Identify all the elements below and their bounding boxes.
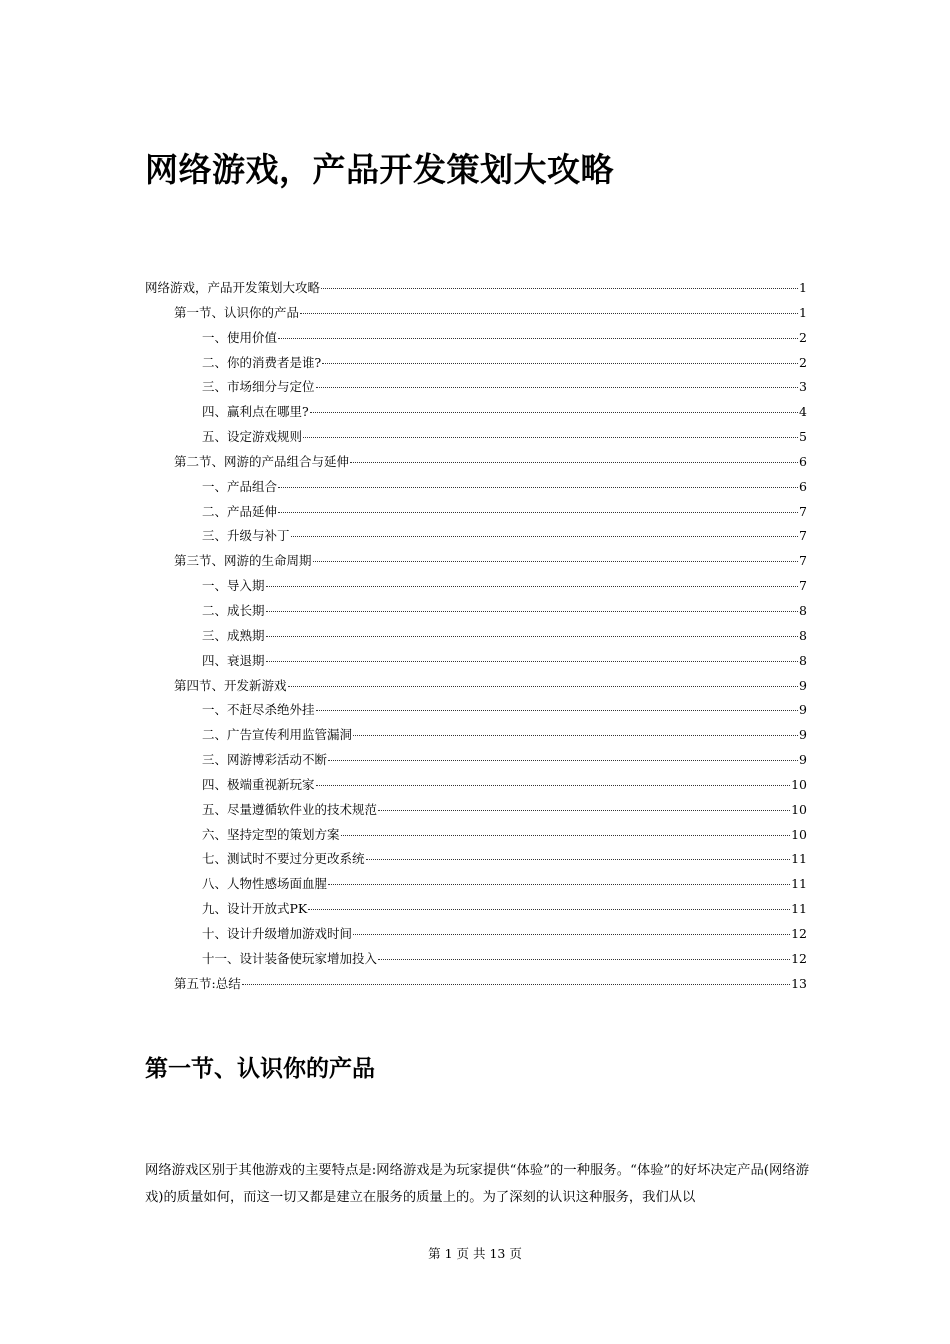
toc-dot-leader	[266, 611, 799, 612]
toc-entry-page-number: 7	[799, 503, 807, 519]
toc-dot-leader	[303, 437, 798, 438]
toc-dot-leader	[322, 363, 798, 364]
toc-dot-leader	[300, 313, 798, 314]
table-of-contents	[145, 276, 807, 996]
toc-entry-title: 三、升级与补丁	[202, 528, 290, 544]
toc-entry-title: 第二节、网游的产品组合与延伸	[174, 453, 350, 469]
toc-entry-page-number: 2	[799, 329, 807, 345]
toc-entry[interactable]	[145, 823, 807, 848]
toc-entry[interactable]	[145, 872, 807, 897]
toc-entry[interactable]	[145, 276, 807, 301]
toc-entry[interactable]	[145, 698, 807, 723]
toc-entry-page-number: 1	[799, 304, 807, 320]
toc-entry-page-number: 1	[799, 280, 807, 295]
page-footer: 第 1 页 共 13 页	[428, 1246, 522, 1261]
toc-entry-title: 一、使用价值	[202, 329, 278, 345]
toc-dot-leader	[313, 561, 799, 562]
toc-entry-page-number: 7	[799, 578, 807, 594]
toc-entry-title: 四、赢利点在哪里?	[202, 404, 309, 420]
toc-dot-leader	[316, 710, 799, 711]
toc-dot-leader	[341, 835, 791, 836]
toc-dot-leader	[266, 636, 799, 637]
toc-entry-title: 九、设计开放式PK	[202, 901, 308, 917]
body-paragraph: 网络游戏区别于其他游戏的主要特点是:网络游戏是为玩家提供“体验”的一种服务。“体验”的好坏决定产品(网络游戏)的质量如何，而这一切又都是建立在服务的质量上的。为了深刻的认识这种服务，我们从以	[145, 1163, 809, 1205]
document-title: 网络游戏，产品开发策划大攻略	[145, 150, 614, 189]
toc-entry[interactable]	[145, 748, 807, 773]
toc-entry[interactable]	[145, 574, 807, 599]
toc-dot-leader	[310, 412, 798, 413]
toc-entry-page-number: 13	[791, 975, 807, 991]
toc-entry-page-number: 3	[799, 379, 807, 395]
toc-entry[interactable]	[145, 847, 807, 872]
toc-entry[interactable]	[145, 549, 807, 574]
toc-dot-leader	[328, 884, 790, 885]
toc-entry[interactable]	[145, 599, 807, 624]
toc-entry-page-number: 4	[799, 404, 807, 420]
toc-entry-title: 二、成长期	[202, 602, 265, 618]
toc-entry[interactable]	[145, 922, 807, 947]
toc-entry-page-number: 7	[799, 528, 807, 544]
toc-entry-title: 二、你的消费者是谁?	[202, 354, 322, 370]
toc-dot-leader	[316, 785, 791, 786]
toc-entry-title: 第五节:总结	[174, 975, 241, 991]
toc-entry[interactable]	[145, 475, 807, 500]
toc-entry-page-number: 11	[791, 876, 807, 892]
toc-entry-page-number: 7	[799, 553, 807, 569]
toc-entry-title: 二、广告宣传利用监管漏洞	[202, 727, 353, 743]
toc-entry[interactable]	[145, 972, 807, 997]
toc-entry[interactable]	[145, 773, 807, 798]
toc-entry-page-number: 10	[791, 826, 807, 842]
toc-entry[interactable]	[145, 723, 807, 748]
toc-entry-title: 八、人物性感场面血腥	[202, 876, 328, 892]
toc-dot-leader	[328, 760, 798, 761]
toc-dot-leader	[366, 859, 791, 860]
toc-entry[interactable]	[145, 524, 807, 549]
toc-entry-title: 十、设计升级增加游戏时间	[202, 925, 353, 941]
toc-entry-page-number: 10	[791, 776, 807, 792]
toc-entry-title: 十一、设计装备使玩家增加投入	[202, 950, 378, 966]
toc-entry[interactable]	[145, 375, 807, 400]
toc-entry-title: 六、坚持定型的策划方案	[202, 826, 340, 842]
toc-entry-page-number: 10	[791, 801, 807, 817]
toc-dot-leader	[321, 288, 798, 289]
toc-entry[interactable]	[145, 450, 807, 475]
toc-dot-leader	[266, 661, 799, 662]
toc-entry-title: 第四节、开发新游戏	[174, 677, 287, 693]
toc-entry-page-number: 6	[799, 478, 807, 494]
toc-dot-leader	[291, 536, 799, 537]
toc-entry[interactable]	[145, 674, 807, 699]
toc-entry-page-number: 9	[799, 752, 807, 768]
toc-entry-title: 四、衰退期	[202, 652, 265, 668]
toc-entry-page-number: 5	[799, 429, 807, 445]
toc-entry-page-number: 9	[799, 677, 807, 693]
toc-entry-page-number: 8	[799, 602, 807, 618]
section-heading: 第一节、认识你的产品	[145, 1055, 375, 1082]
toc-entry[interactable]	[145, 326, 807, 351]
toc-entry-title: 一、导入期	[202, 578, 265, 594]
toc-entry[interactable]	[145, 351, 807, 376]
toc-entry[interactable]	[145, 400, 807, 425]
toc-entry-page-number: 12	[791, 950, 807, 966]
toc-entry-page-number: 8	[799, 627, 807, 643]
toc-entry[interactable]	[145, 301, 807, 326]
toc-entry-page-number: 6	[799, 453, 807, 469]
toc-entry[interactable]	[145, 649, 807, 674]
toc-dot-leader	[378, 810, 790, 811]
toc-dot-leader	[278, 487, 798, 488]
toc-dot-leader	[242, 984, 790, 985]
toc-entry-page-number: 11	[791, 901, 807, 917]
toc-entry-title: 第三节、网游的生命周期	[174, 553, 312, 569]
toc-dot-leader	[278, 338, 798, 339]
toc-entry[interactable]	[145, 624, 807, 649]
toc-entry-page-number: 9	[799, 727, 807, 743]
toc-entry[interactable]	[145, 500, 807, 525]
toc-entry-title: 七、测试时不要过分更改系统	[202, 851, 365, 867]
toc-dot-leader	[350, 462, 798, 463]
toc-entry-title: 三、市场细分与定位	[202, 379, 315, 395]
toc-entry-title: 五、尽量遵循软件业的技术规范	[202, 801, 378, 817]
toc-entry-title: 四、极端重视新玩家	[202, 776, 315, 792]
toc-entry-page-number: 2	[799, 354, 807, 370]
toc-entry-title: 一、产品组合	[202, 478, 278, 494]
toc-dot-leader	[288, 686, 799, 687]
toc-entry[interactable]	[145, 947, 807, 972]
toc-entry-page-number: 8	[799, 652, 807, 668]
toc-entry-title: 二、产品延伸	[202, 503, 278, 519]
toc-dot-leader	[278, 512, 798, 513]
toc-entry[interactable]	[145, 897, 807, 922]
toc-entry-title: 三、成熟期	[202, 627, 265, 643]
toc-entry-title: 五、设定游戏规则	[202, 429, 303, 445]
toc-entry-page-number: 12	[791, 925, 807, 941]
toc-entry-title: 三、网游博彩活动不断	[202, 752, 328, 768]
toc-dot-leader	[353, 735, 798, 736]
toc-dot-leader	[308, 909, 790, 910]
toc-entry-title: 一、不赶尽杀绝外挂	[202, 702, 315, 718]
toc-entry-page-number: 11	[791, 851, 807, 867]
toc-dot-leader	[378, 959, 790, 960]
toc-entry-title: 第一节、认识你的产品	[174, 304, 300, 320]
toc-dot-leader	[316, 387, 799, 388]
toc-entry-page-number: 9	[799, 702, 807, 718]
toc-entry[interactable]	[145, 798, 807, 823]
toc-entry-title: 网络游戏，产品开发策划大攻略	[145, 280, 321, 295]
toc-dot-leader	[353, 934, 790, 935]
toc-entry[interactable]	[145, 425, 807, 450]
toc-dot-leader	[266, 586, 799, 587]
